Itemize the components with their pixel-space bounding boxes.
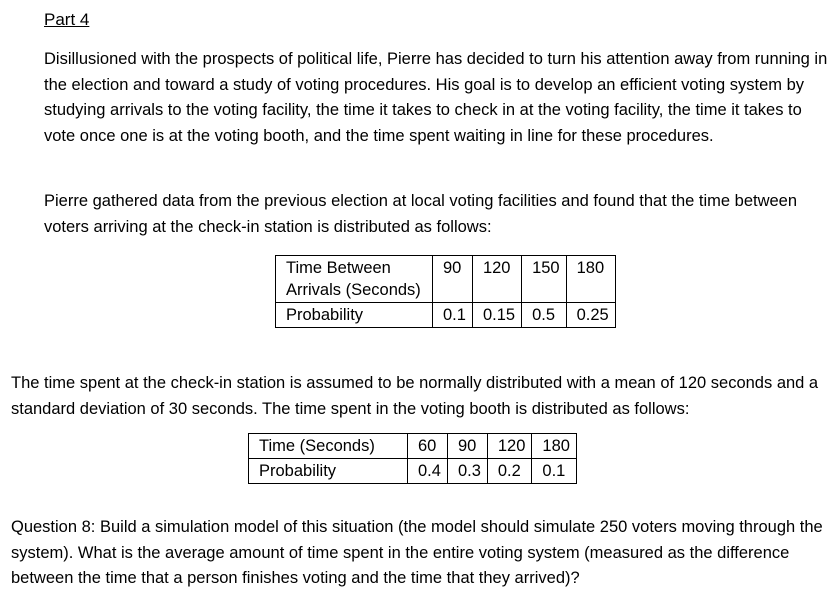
arrival-probability-cell: 0.1 <box>433 303 473 328</box>
arrival-probability-cell: 0.25 <box>566 303 615 328</box>
arrival-time-label: Time Between Arrivals (Seconds) <box>276 256 433 303</box>
booth-time-cell: 120 <box>487 434 532 459</box>
arrival-time-table <box>275 255 616 328</box>
arrival-time-cell: 120 <box>472 256 521 303</box>
arrival-time-cell: 180 <box>566 256 615 303</box>
booth-time-cell: 180 <box>532 434 577 459</box>
booth-time-label: Time (Seconds) <box>249 434 408 459</box>
booth-probability-cell: 0.1 <box>532 459 577 484</box>
arrival-time-cell: 150 <box>522 256 567 303</box>
arrival-probability-cell: 0.15 <box>472 303 521 328</box>
section-heading: Part 4 <box>44 10 90 29</box>
booth-probability-row <box>249 459 577 484</box>
arrival-time-cell: 90 <box>433 256 473 303</box>
arrival-probability-label: Probability <box>276 303 433 328</box>
arrival-probability-row <box>276 303 616 328</box>
booth-time-row <box>249 434 577 459</box>
arrival-probability-cell: 0.5 <box>522 303 567 328</box>
booth-time-cell: 60 <box>408 434 448 459</box>
booth-probability-cell: 0.4 <box>408 459 448 484</box>
booth-probability-cell: 0.2 <box>487 459 532 484</box>
question-paragraph: Question 8: Build a simulation model of this situation (the model should simulate 250 voters moving through the system). What is the average amount of time spent in the entire voting system (measured as the difference between the time that a person finishes voting and the time that they arrived)? <box>11 518 823 587</box>
intro-paragraph: Disillusioned with the prospects of political life, Pierre has decided to turn his attention away from running in the election and toward a study of voting procedures. His goal is to develop an efficient voting system by studying arrivals to the voting facility, the time it takes to check in at the voting facility, the time it takes to vote once one is at the voting booth, and the time spent waiting in line for these procedures. <box>44 50 828 145</box>
arrival-data-paragraph: Pierre gathered data from the previous election at local voting facilities and found that the time between voters arriving at the check-in station is distributed as follows: <box>44 192 798 236</box>
booth-time-table <box>248 433 577 484</box>
booth-probability-label: Probability <box>249 459 408 484</box>
arrival-time-row <box>276 256 616 303</box>
checkin-booth-paragraph: The time spent at the check-in station is assumed to be normally distributed with a mean of 120 seconds and a standard deviation of 30 seconds. The time spent in the voting booth is distributed as follows: <box>11 374 819 418</box>
booth-probability-cell: 0.3 <box>447 459 487 484</box>
booth-time-cell: 90 <box>447 434 487 459</box>
